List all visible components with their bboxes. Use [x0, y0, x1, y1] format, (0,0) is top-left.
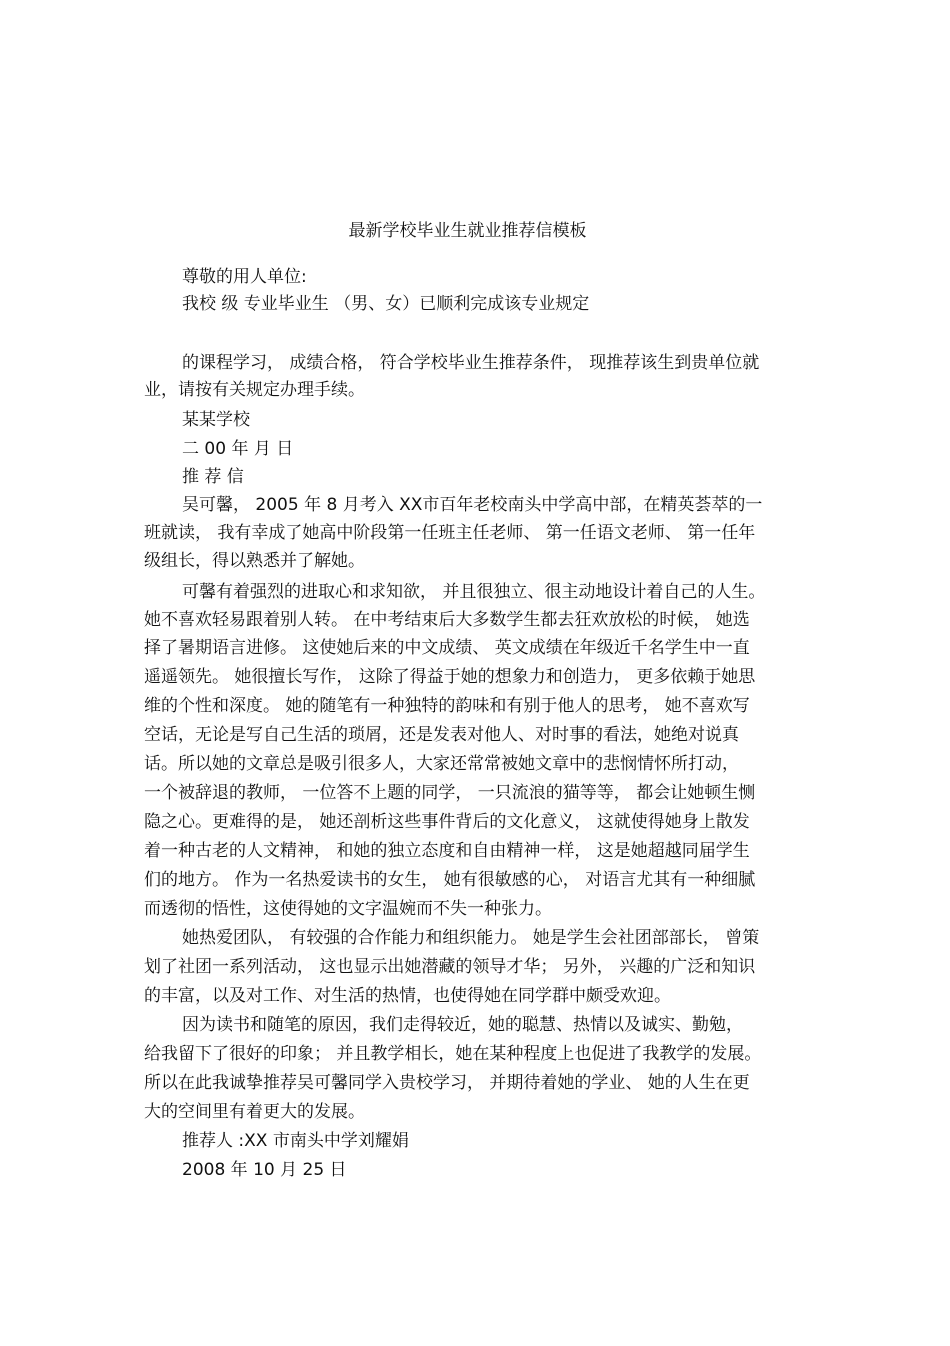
p2-line-9: 隐之心。更难得的是， 她还剖析这些事件背后的文化意义， 这就使得她身上散发 [144, 812, 750, 832]
p2-line-2: 她不喜欢轻易跟着别人转。 在中考结束后大多数学生都去狂欢放松的时候， 她选 [144, 610, 750, 630]
salutation: 尊敬的用人单位: [182, 267, 307, 287]
school-name: 某某学校 [182, 410, 250, 430]
p2-line-1: 可馨有着强烈的进取心和求知欲， 并且很独立、很主动地设计着自己的人生。 [182, 582, 766, 602]
p4-line-2: 给我留下了很好的印象； 并且教学相长，她在某种程度上也促进了我教学的发展。 [144, 1044, 762, 1064]
p1-line-3: 级组长，得以熟悉并了解她。 [144, 551, 365, 571]
p2-line-11: 们的地方。 作为一名热爱读书的女生， 她有很敏感的心， 对语言尤其有一种细腻 [144, 870, 756, 890]
p1-line-1: 吴可馨， 2005 年 8 月考入 XX市百年老校南头中学高中部，在精英荟萃的一 [182, 495, 763, 515]
p2-line-3: 择了暑期语言进修。 这使她后来的中文成绩、 英文成绩在年级近千名学生中一直 [144, 638, 750, 658]
notice-date: 二 00 年 月 日 [182, 439, 294, 459]
signature-date: 2008 年 10 月 25 日 [182, 1160, 347, 1180]
p3-line-2: 划了社团一系列活动， 这也显示出她潜藏的领导才华； 另外， 兴趣的广泛和知识 [144, 957, 756, 977]
document-title: 最新学校毕业生就业推荐信模板 [348, 221, 587, 241]
p4-line-4: 大的空间里有着更大的发展。 [144, 1102, 365, 1122]
p3-line-3: 的丰富，以及对工作、对生活的热情，也使得她在同学群中颇受欢迎。 [144, 986, 671, 1006]
notice-line-2: 的课程学习， 成绩合格， 符合学校毕业生推荐条件， 现推荐该生到贵单位就 [182, 353, 760, 373]
p2-line-12: 而透彻的悟性，这使得她的文字温婉而不失一种张力。 [144, 899, 552, 919]
p2-line-6: 空话，无论是写自己生活的琐屑，还是发表对他人、对时事的看法，她绝对说真 [144, 725, 739, 745]
p4-line-3: 所以在此我诚挚推荐吴可馨同学入贵校学习， 并期待着她的学业、 她的人生在更 [144, 1073, 750, 1093]
p1-line-2: 班就读， 我有幸成了她高中阶段第一任班主任老师、 第一任语文老师、 第一任年 [144, 523, 756, 543]
p4-line-1: 因为读书和随笔的原因，我们走得较近，她的聪慧、热情以及诚实、勤勉， [182, 1015, 743, 1035]
notice-line-1: 我校 级 专业毕业生 （男、女）已顺利完成该专业规定 [182, 294, 590, 314]
p2-line-10: 着一种古老的人文精神， 和她的独立态度和自由精神一样， 这是她超越同届学生 [144, 841, 750, 861]
p2-line-8: 一个被辞退的教师， 一位答不上题的同学， 一只流浪的猫等等， 都会让她顿生恻 [144, 783, 756, 803]
letter-heading: 推 荐 信 [182, 467, 244, 487]
notice-line-3: 业，请按有关规定办理手续。 [144, 380, 365, 400]
p2-line-7: 话。所以她的文章总是吸引很多人，大家还常常被她文章中的悲悯情怀所打动， [144, 754, 739, 774]
recommender: 推荐人 :XX 市南头中学刘耀娟 [182, 1131, 409, 1151]
p2-line-4: 遥遥领先。 她很擅长写作， 这除了得益于她的想象力和创造力， 更多依赖于她思 [144, 667, 756, 687]
p2-line-5: 维的个性和深度。 她的随笔有一种独特的韵味和有别于他人的思考， 她不喜欢写 [144, 696, 750, 716]
p3-line-1: 她热爱团队， 有较强的合作能力和组织能力。 她是学生会社团部部长， 曾策 [182, 928, 760, 948]
